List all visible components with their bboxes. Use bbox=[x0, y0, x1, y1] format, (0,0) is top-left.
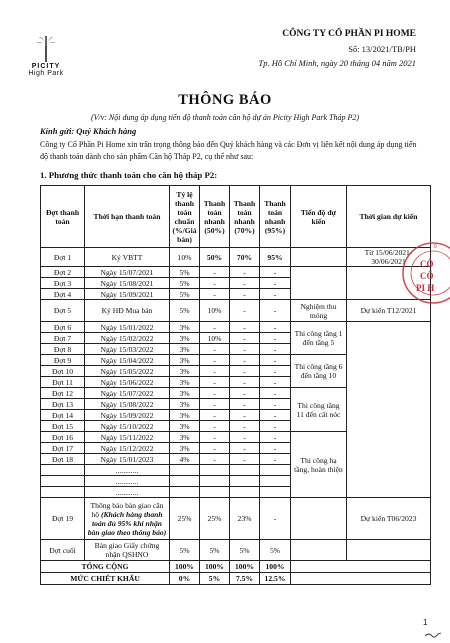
company-logo bbox=[12, 36, 80, 77]
total-fast-70: 100% bbox=[230, 561, 260, 573]
page-number: 1 bbox=[423, 618, 428, 627]
cell-fast-70: - bbox=[230, 267, 260, 278]
cell-fast-95: 5% bbox=[260, 540, 291, 561]
total-fast-50: 100% bbox=[200, 561, 230, 573]
cell-progress bbox=[291, 540, 347, 561]
cell-installment: Đợt 12 bbox=[41, 388, 85, 399]
header-standard-rate: Tỷ lệ thanh toán chuẩn (%/Giá bán) bbox=[170, 186, 200, 248]
cell-fast-50: - bbox=[200, 355, 230, 366]
cell-progress: Thi công tầng 11 đến cất nóc bbox=[291, 388, 347, 432]
cell-installment: Đợt 10 bbox=[41, 366, 85, 377]
cell-fast-70: - bbox=[230, 366, 260, 377]
cell-fast-50: 10% bbox=[200, 300, 230, 322]
cell-fast-50: - bbox=[200, 344, 230, 355]
svg-text:CÔ: CÔ bbox=[420, 259, 434, 269]
table-row bbox=[41, 267, 431, 278]
cell-installment: Đợt 9 bbox=[41, 355, 85, 366]
cell-installment: Đợt 17 bbox=[41, 443, 85, 454]
header-fast-70: Thanh toán nhanh (70%) bbox=[230, 186, 260, 248]
cell-fast-95: - bbox=[260, 289, 291, 300]
svg-text:CỔ: CỔ bbox=[420, 271, 434, 281]
cell-fast-50: 10% bbox=[200, 333, 230, 344]
cell-time: Ngày 15/05/2022 bbox=[85, 366, 170, 377]
cell-fast-50: - bbox=[200, 421, 230, 432]
cell-installment: Đợt 3 bbox=[41, 278, 85, 289]
cell-installment: Đợt 11 bbox=[41, 377, 85, 388]
cell-installment: Đợt 7 bbox=[41, 333, 85, 344]
cell-progress bbox=[291, 248, 347, 267]
logo-text-highpark: High Park bbox=[28, 70, 64, 77]
cell-standard: 3% bbox=[170, 432, 200, 443]
cell-fast-95: - bbox=[260, 366, 291, 377]
cell-standard: 5% bbox=[170, 267, 200, 278]
header-payment-time: Thời hạn thanh toán bbox=[85, 186, 170, 248]
cell-fast-70: - bbox=[230, 322, 260, 333]
cell-time: Bàn giao Giấy chứng nhận QSHNO bbox=[85, 540, 170, 561]
cell-installment: Đợt 14 bbox=[41, 410, 85, 421]
table-row-discount bbox=[41, 573, 431, 585]
cell-time: Ngày 15/08/2022 bbox=[85, 399, 170, 410]
cell-fast-95: - bbox=[260, 498, 291, 540]
cell-installment: Đợt 5 bbox=[41, 300, 85, 322]
cell-standard: 3% bbox=[170, 355, 200, 366]
cell-time: ............ bbox=[85, 476, 170, 487]
cell-fast-50: - bbox=[200, 289, 230, 300]
cell-installment: Đợt 15 bbox=[41, 421, 85, 432]
cell-fast-70: - bbox=[230, 454, 260, 465]
handover-text: Thông báo bàn giao căn hộ bbox=[90, 500, 164, 519]
table-row bbox=[41, 322, 431, 333]
discount-fast-95: 12.5% bbox=[260, 573, 291, 585]
svg-text:PI H: PI H bbox=[416, 283, 435, 293]
cell-installment: Đợt 1 bbox=[41, 248, 85, 267]
discount-label: MỨC CHIẾT KHẤU bbox=[41, 573, 170, 585]
cell-fast-70: - bbox=[230, 432, 260, 443]
cell-expected bbox=[347, 322, 431, 498]
cell-installment: Đợt 6 bbox=[41, 322, 85, 333]
cell-fast-95 bbox=[260, 476, 291, 487]
cell-fast-70: - bbox=[230, 399, 260, 410]
cell-fast-95: - bbox=[260, 399, 291, 410]
logo-text-picity: PICITY bbox=[31, 63, 61, 70]
place-date: Tp. Hồ Chí Minh, ngày 20 tháng 04 năm 2021 bbox=[258, 58, 416, 68]
table-row-final bbox=[41, 540, 431, 561]
cell-standard: 25% bbox=[170, 498, 200, 540]
cell-progress: Thi công tầng 1 đến tầng 5 bbox=[291, 322, 347, 355]
cell-fast-70: - bbox=[230, 355, 260, 366]
cell-fast-95: 95% bbox=[260, 248, 291, 267]
cell-fast-95: - bbox=[260, 278, 291, 289]
total-empty bbox=[291, 561, 431, 573]
svg-text:0: 0 bbox=[434, 244, 437, 250]
cell-fast-50 bbox=[200, 476, 230, 487]
discount-empty bbox=[291, 573, 431, 585]
cell-standard: 3% bbox=[170, 344, 200, 355]
cell-fast-70: - bbox=[230, 278, 260, 289]
intro-paragraph: Công ty Cổ Phần Pi Home xin trân trọng thông báo đến Quý khách hàng và các Đơn vị liên kết nội dung áp dụng tiến độ thanh toán dành cho sản phẩm Căn hộ Tháp P2, cụ thể như sau: bbox=[40, 140, 417, 161]
cell-fast-50: - bbox=[200, 454, 230, 465]
cell-fast-50: - bbox=[200, 322, 230, 333]
cell-time: Ngày 15/06/2022 bbox=[85, 377, 170, 388]
cell-time: Ngày 15/11/2022 bbox=[85, 432, 170, 443]
cell-fast-50: - bbox=[200, 388, 230, 399]
cell-progress: Thi công hạ tầng, hoàn thiện bbox=[291, 432, 347, 498]
cell-time: Ngày 15/01/2022 bbox=[85, 322, 170, 333]
cell-fast-95: - bbox=[260, 454, 291, 465]
table-row bbox=[41, 248, 431, 267]
cell-fast-95: - bbox=[260, 432, 291, 443]
table-row-handover bbox=[41, 498, 431, 540]
cell-installment: Đợt 2 bbox=[41, 267, 85, 278]
cell-time: Ký VBTT bbox=[85, 248, 170, 267]
cell-installment: Đợt 18 bbox=[41, 454, 85, 465]
cell-standard: 3% bbox=[170, 333, 200, 344]
cell-fast-95: - bbox=[260, 377, 291, 388]
header-expected-time: Thời gian dự kiến bbox=[347, 186, 431, 248]
cell-fast-95 bbox=[260, 487, 291, 498]
total-standard: 100% bbox=[170, 561, 200, 573]
cell-installment bbox=[41, 465, 85, 476]
header-expected-progress: Tiến độ dự kiến bbox=[291, 186, 347, 248]
cell-fast-70: - bbox=[230, 410, 260, 421]
signature-mark bbox=[424, 630, 442, 640]
discount-standard: 0% bbox=[170, 573, 200, 585]
cell-installment: Đợt cuối bbox=[41, 540, 85, 561]
total-fast-95: 100% bbox=[260, 561, 291, 573]
cell-fast-50: - bbox=[200, 443, 230, 454]
table-row bbox=[41, 300, 431, 322]
cell-standard: 5% bbox=[170, 278, 200, 289]
cell-time: Ngày 15/07/2021 bbox=[85, 267, 170, 278]
cell-fast-95: - bbox=[260, 344, 291, 355]
cell-fast-70: - bbox=[230, 333, 260, 344]
cell-time: Ngày 15/09/2022 bbox=[85, 410, 170, 421]
header-fast-50: Thanh toán nhanh (50%) bbox=[200, 186, 230, 248]
cell-fast-50: - bbox=[200, 366, 230, 377]
cell-progress bbox=[291, 498, 347, 540]
cell-fast-50: - bbox=[200, 410, 230, 421]
cell-fast-70 bbox=[230, 465, 260, 476]
cell-installment: Đợt 13 bbox=[41, 399, 85, 410]
cell-fast-70: 23% bbox=[230, 498, 260, 540]
cell-fast-50: 25% bbox=[200, 498, 230, 540]
cell-standard: 5% bbox=[170, 289, 200, 300]
cell-fast-50: - bbox=[200, 399, 230, 410]
table-header-row bbox=[41, 186, 431, 248]
cell-fast-70: - bbox=[230, 289, 260, 300]
cell-expected bbox=[347, 540, 431, 561]
cell-fast-50 bbox=[200, 465, 230, 476]
cell-standard: 3% bbox=[170, 421, 200, 432]
cell-fast-50: 50% bbox=[200, 248, 230, 267]
cell-fast-95: - bbox=[260, 267, 291, 278]
cell-installment: Đợt 8 bbox=[41, 344, 85, 355]
payment-schedule-table bbox=[40, 185, 431, 585]
cell-time bbox=[85, 498, 170, 540]
cell-installment bbox=[41, 487, 85, 498]
cell-standard: 3% bbox=[170, 410, 200, 421]
document-title: THÔNG BÁO bbox=[178, 92, 272, 108]
cell-time: ............ bbox=[85, 487, 170, 498]
cell-standard: 10% bbox=[170, 248, 200, 267]
cell-time: Ký HĐ Mua bán bbox=[85, 300, 170, 322]
cell-fast-95: - bbox=[260, 300, 291, 322]
cell-time: Ngày 15/02/2022 bbox=[85, 333, 170, 344]
cell-standard bbox=[170, 487, 200, 498]
company-name: CÔNG TY CỔ PHẦN PI HOME bbox=[282, 29, 416, 39]
cell-installment: Đợt 4 bbox=[41, 289, 85, 300]
salutation: Kính gửi: Quý Khách hàng bbox=[40, 126, 137, 136]
total-label: TỔNG CỘNG bbox=[41, 561, 170, 573]
document-subject: (V/v: Nội dung áp dụng tiến độ thanh toán căn hộ dự án Picity High Park Tháp P2) bbox=[90, 113, 360, 122]
cell-standard bbox=[170, 476, 200, 487]
cell-progress: Nghiệm thu móng bbox=[291, 300, 347, 322]
cell-installment: Đợt 16 bbox=[41, 432, 85, 443]
cell-standard: 5% bbox=[170, 300, 200, 322]
cell-fast-70: - bbox=[230, 443, 260, 454]
cell-fast-95: - bbox=[260, 410, 291, 421]
discount-fast-50: 5% bbox=[200, 573, 230, 585]
cell-fast-50: - bbox=[200, 267, 230, 278]
cell-fast-95: - bbox=[260, 388, 291, 399]
cell-fast-70: - bbox=[230, 344, 260, 355]
table-row-total bbox=[41, 561, 431, 573]
cell-progress bbox=[291, 267, 347, 300]
cell-time: Ngày 15/01/2023 bbox=[85, 454, 170, 465]
cell-expected: Dự kiến T12/2021 bbox=[347, 300, 431, 322]
handover-note: (Khách hàng thanh toán đủ 95% khi nhận bàn giao theo thông báo) bbox=[87, 509, 167, 537]
cell-fast-50: 5% bbox=[200, 540, 230, 561]
cell-fast-50: - bbox=[200, 278, 230, 289]
cell-fast-70: 5% bbox=[230, 540, 260, 561]
cell-progress: Thi công tầng 6 đến tầng 10 bbox=[291, 355, 347, 388]
cell-standard: 3% bbox=[170, 443, 200, 454]
cell-standard: 3% bbox=[170, 366, 200, 377]
cell-fast-95: - bbox=[260, 333, 291, 344]
cell-standard: 3% bbox=[170, 377, 200, 388]
cell-time: Ngày 15/03/2022 bbox=[85, 344, 170, 355]
section-heading: 1. Phương thức thanh toán cho căn hộ tháp P2: bbox=[40, 170, 218, 180]
cell-expected: Dự kiến T06/2023 bbox=[347, 498, 431, 540]
cell-time: Ngày 15/08/2021 bbox=[85, 278, 170, 289]
cell-standard: 3% bbox=[170, 399, 200, 410]
reference-number: Số: 13/2021/TB/PH bbox=[348, 44, 416, 54]
header-fast-95: Thanh toán nhanh (95%) bbox=[260, 186, 291, 248]
cell-time: ............ bbox=[85, 465, 170, 476]
company-stamp bbox=[400, 240, 450, 306]
cell-fast-95 bbox=[260, 465, 291, 476]
cell-fast-50: - bbox=[200, 432, 230, 443]
cell-fast-95: - bbox=[260, 322, 291, 333]
cell-fast-70: - bbox=[230, 300, 260, 322]
cell-fast-50 bbox=[200, 487, 230, 498]
cell-expected: Từ 15/06/2021-30/06/2021 bbox=[347, 248, 431, 267]
palm-tree-icon bbox=[35, 36, 57, 62]
cell-time: Ngày 15/12/2022 bbox=[85, 443, 170, 454]
cell-time: Ngày 15/07/2022 bbox=[85, 388, 170, 399]
cell-time: Ngày 15/10/2022 bbox=[85, 421, 170, 432]
cell-fast-70: 70% bbox=[230, 248, 260, 267]
cell-fast-95: - bbox=[260, 421, 291, 432]
cell-fast-70: - bbox=[230, 388, 260, 399]
header-installment: Đợt thanh toán bbox=[41, 186, 85, 248]
cell-fast-70 bbox=[230, 487, 260, 498]
cell-standard bbox=[170, 465, 200, 476]
cell-standard: 3% bbox=[170, 388, 200, 399]
cell-standard: 4% bbox=[170, 454, 200, 465]
cell-fast-70 bbox=[230, 476, 260, 487]
cell-standard: 3% bbox=[170, 322, 200, 333]
cell-fast-95: - bbox=[260, 443, 291, 454]
discount-fast-70: 7.5% bbox=[230, 573, 260, 585]
cell-time: Ngày 15/09/2021 bbox=[85, 289, 170, 300]
cell-fast-95: - bbox=[260, 355, 291, 366]
cell-fast-70: - bbox=[230, 421, 260, 432]
cell-installment bbox=[41, 476, 85, 487]
cell-time: Ngày 15/04/2022 bbox=[85, 355, 170, 366]
cell-fast-70: - bbox=[230, 377, 260, 388]
cell-installment: Đợt 19 bbox=[41, 498, 85, 540]
cell-fast-50: - bbox=[200, 377, 230, 388]
cell-standard: 5% bbox=[170, 540, 200, 561]
